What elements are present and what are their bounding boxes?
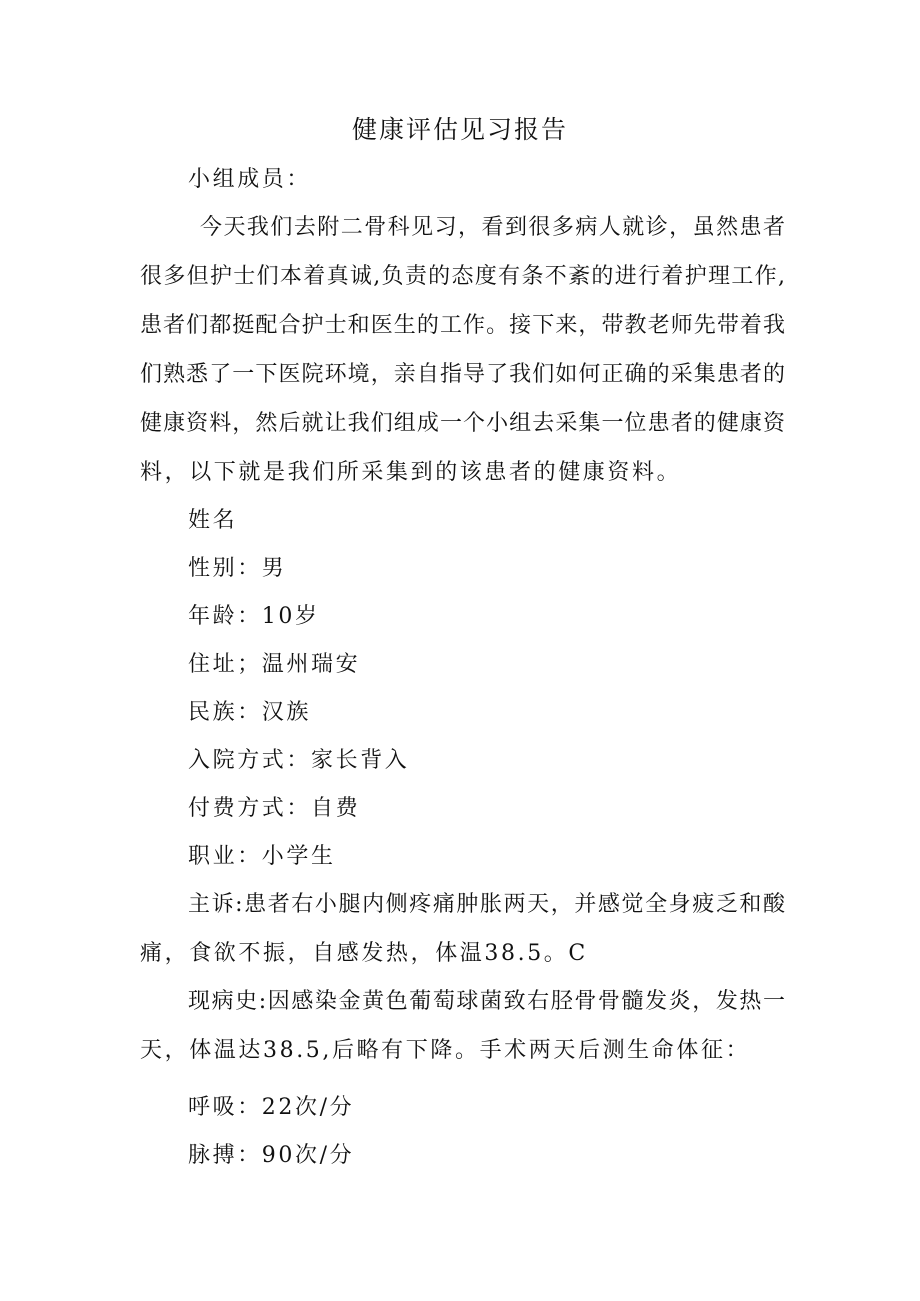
field-name: 姓名 [188,508,238,533]
intro-line: 们熟悉了一下医院环境，亲自指导了我们如何正确的采集患者的 [140,362,785,387]
field-ethnicity: 民族：汉族 [188,700,312,725]
field-age: 年龄：10岁 [188,604,320,629]
document-title: 健康评估见习报告 [351,115,568,144]
field-payment-method: 付费方式：自费 [188,796,361,821]
patient-fields [140,501,785,885]
field-occupation: 职业：小学生 [188,844,336,869]
members-label: 小组成员： [188,167,312,192]
present-illness-history [140,982,785,1079]
intro-line: 今天我们去附二骨科见习，看到很多病人就诊，虽然患者 [200,215,785,240]
intro-paragraph [140,208,785,501]
history-line: 天，体温达38.5,后略有下降。手术两天后测生命体征： [140,1038,751,1063]
field-address: 住址；温州瑞安 [188,652,361,677]
vital-pulse: 脉搏：90次/分 [188,1143,355,1168]
complaint-line: 主诉:患者右小腿内侧疼痛肿胀两天，并感觉全身疲乏和酸 [188,892,785,917]
history-line: 现病史:因感染金黄色葡萄球菌致右胫骨骨髓发炎，发热一 [188,989,785,1014]
intro-line: 健康资料，然后就让我们组成一个小组去采集一位患者的健康资 [140,411,785,436]
document-body [140,160,785,1184]
vital-signs [140,1088,785,1184]
complaint-line: 痛，食欲不振，自感发热，体温38.5。C [140,941,588,966]
field-gender: 性别：男 [188,556,287,581]
intro-line: 很多但护士们本着真诚,负责的态度有条不紊的进行着护理工作, [140,264,785,289]
chief-complaint [140,885,785,982]
vital-respiration: 呼吸：22次/分 [188,1095,355,1120]
intro-line: 患者们都挺配合护士和医生的工作。接下来，带教老师先带着我 [140,313,785,338]
field-admission-method: 入院方式：家长背入 [188,748,410,773]
intro-line: 料，以下就是我们所采集到的该患者的健康资料。 [140,460,682,485]
